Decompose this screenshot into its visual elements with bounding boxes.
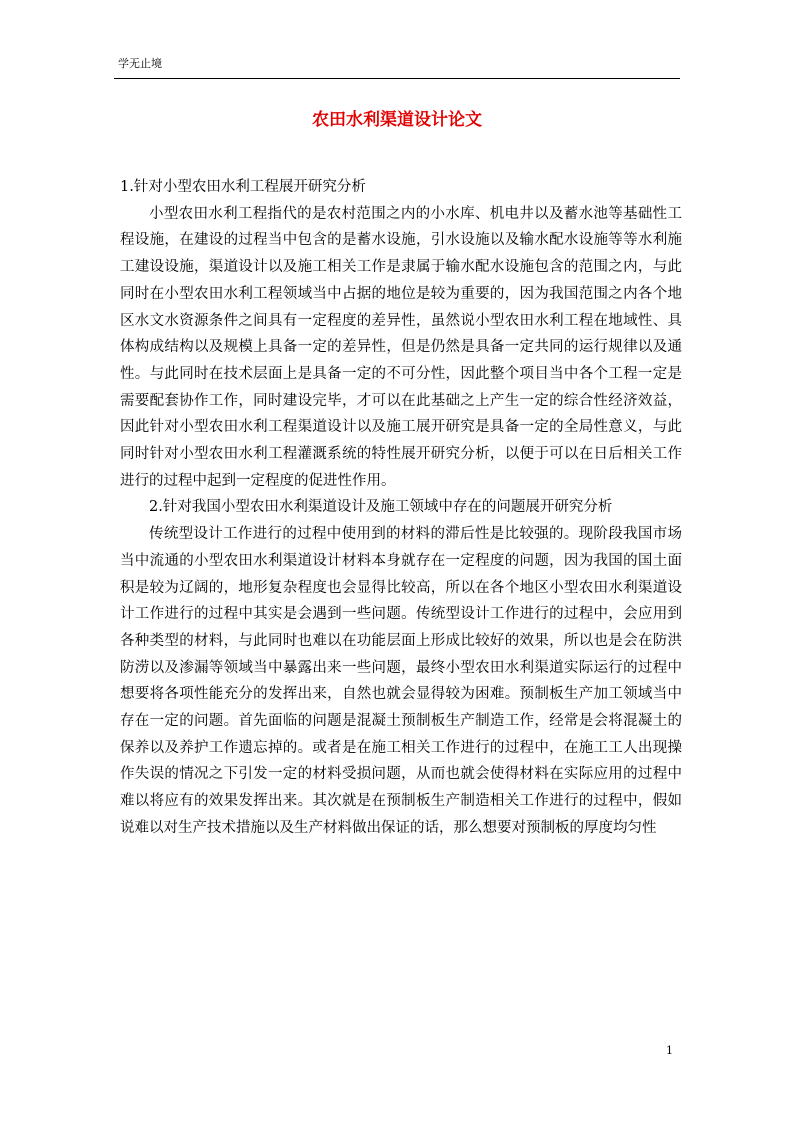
section-heading-2: 2.针对我国小型农田水利渠道设计及施工领域中存在的问题展开研究分析 [149, 499, 613, 516]
document-body [120, 174, 682, 842]
document-title: 农田水利渠道设计论文 [312, 110, 482, 130]
body-paragraph-1: 小型农田水利工程指代的是农村范围之内的小水库、机电井以及蓄水池等基础性工程设施，在建设的过程当中包含的是蓄水设施，引水设施以及输水配水设施等等水利施工建设设施，渠道设计以及施工相关工作是隶属于输水配水设施包含的范围之内，与此同时在小型农田水利工程领域当中占据的地位是较为重要的，因为我国范围之内各个地区水文水资源条件之间具有一定程度的差异性，虽然说小型农田水利工程在地域性、具体构成结构以及规模上具备一定的差异性，但是仍然是具备一定共同的运行规律以及通性。与此同时在技术层面上是具备一定的不可分性，因此整个项目当中各个工程一定是需要配套协作工作，同时建设完毕，才可以在此基础之上产生一定的综合性经济效益，因此针对小型农田水利工程渠道设计以及施工展开研究是具备一定的全局性意义，与此同时针对小型农田水利工程灌溉系统的特性展开研究分析，以便于可以在日后相关工作进行的过程中起到一定程度的促进性作用。 [120, 205, 682, 489]
header-divider [114, 78, 680, 79]
section-heading-1: 1.针对小型农田水利工程展开研究分析 [120, 179, 366, 195]
page-header: 学无止境 [118, 57, 162, 70]
page-number: 1 [666, 1044, 673, 1057]
body-paragraph-2: 传统型设计工作进行的过程中使用到的材料的滞后性是比较强的。现阶段我国市场当中流通的小型农田水利渠道设计材料本身就存在一定程度的问题，因为我国的国土面积是较为辽阔的，地形复杂程度也会显得比较高，所以在各个地区小型农田水利渠道设计工作进行的过程中其实是会遇到一些问题。传统型设计工作进行的过程中，会应用到各种类型的材料，与此同时也难以在功能层面上形成比较好的效果，所以也是会在防洪防涝以及渗漏等领域当中暴露出来一些问题，最终小型农田水利渠道实际运行的过程中想要将各项性能充分的发挥出来，自然也就会显得较为困难。预制板生产加工领域当中存在一定的问题。首先面临的问题是混凝土预制板生产制造工作，经常是会将混凝土的保养以及养护工作遗忘掉的。或者是在施工相关工作进行的过程中，在施工工人出现操作失误的情况之下引发一定的材料受损问题，从而也就会使得材料在实际应用的过程中难以将应有的效果发挥出来。其次就是在预制板生产制造相关工作进行的过程中，假如说难以对生产技术措施以及生产材料做出保证的话，那么想要对预制板的厚度均匀性 [120, 526, 682, 836]
